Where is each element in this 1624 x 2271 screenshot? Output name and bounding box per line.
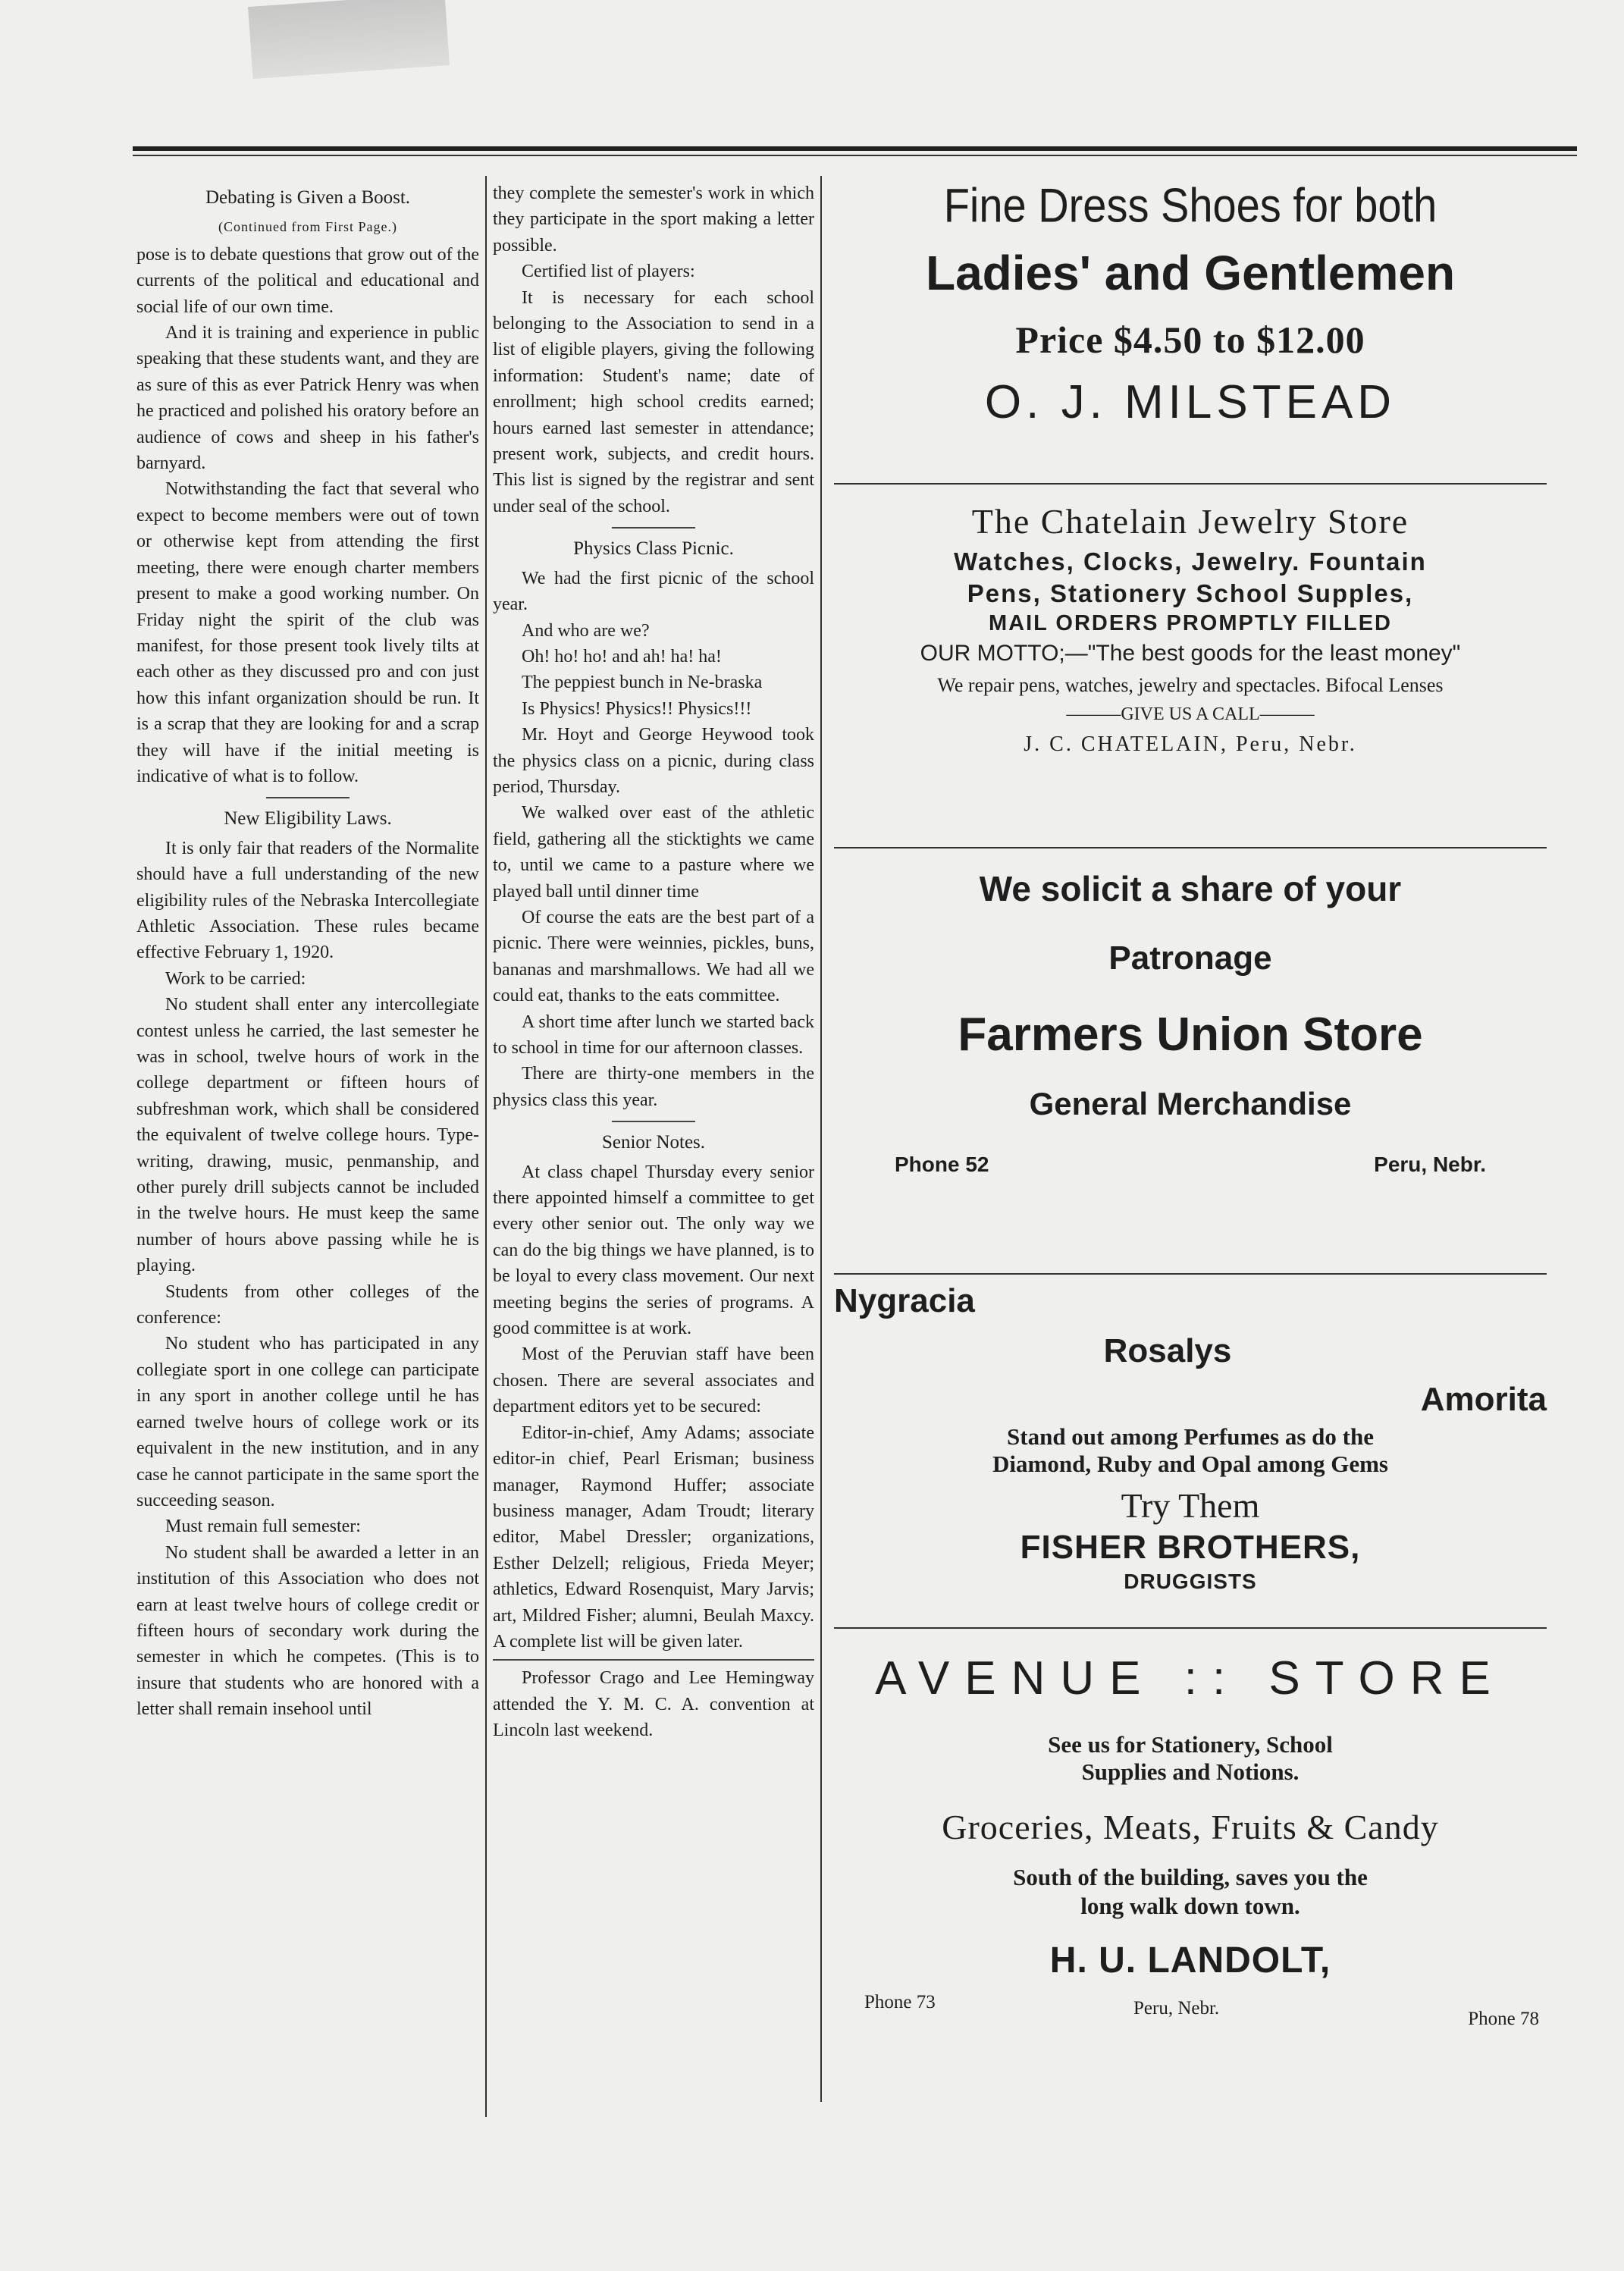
article-title-eligibility: New Eligibility Laws. [224,808,392,830]
ad-line: Amorita [1420,1381,1547,1418]
paragraph: We had the first picnic of the school year. [493,568,814,615]
paragraph: At class chapel Thursday every senior there appointed himself a committee to get every other senior out. The only way we can do the big things we have planned, is to be loyal to every class movement. Our next meeting begins the series of programs. A good committee is at work. [493,1162,814,1339]
ad-line: South of the building, saves you the [1013,1864,1368,1890]
ad-line: Farmers Union Store [958,1008,1423,1061]
article-separator [612,1121,695,1122]
advertisement-column [834,176,1547,2114]
ad-line: We repair pens, watches, jewelry and spectacles. Bifocal Lenses [937,674,1444,696]
ad-line: See us for Stationery, School [1048,1731,1333,1758]
paragraph: Oh! ho! ho! and ah! ha! ha! [522,646,722,667]
ad-line: Groceries, Meats, Fruits & Candy [942,1808,1439,1846]
ad-avenue-store [834,1629,1547,2114]
paragraph: No student who has participated in any collegiate sport in one college can participate in any sport in another college until he has earned twelve hours of college work or its equivalent in the new institution, and in any case he cannot participate in the same sport the succeeding season. [136,1334,479,1510]
paragraph: Work to be carried: [165,968,306,989]
ad-milstead [834,176,1547,483]
paragraph: It is only fair that readers of the Normalite should have a full understanding of the new eligibility rules of the Nebraska Intercollegiate Athletic Association. These rules became effective February 1, 1920. [136,838,479,963]
column-1 [136,180,479,1723]
top-rule [133,146,1577,151]
ad-line: Nygracia [834,1282,975,1319]
paragraph: Certified list of players: [522,262,695,282]
ad-line: Fine Dress Shoes for both [943,178,1437,233]
ad-line: Ladies' and Gentlemen [925,246,1456,300]
ad-fisher-brothers [834,1282,1547,1627]
ad-phone: Phone 73 [864,1992,936,2012]
article-title-physics: Physics Class Picnic. [573,538,734,560]
ad-line: OUR MOTTO;—"The best goods for the least money" [920,641,1461,666]
column-2 [493,180,814,1744]
column-divider-1 [485,176,487,2117]
column-divider-2 [820,176,822,2102]
scan-smudge [248,0,450,79]
ad-farmers-union [834,848,1547,1273]
ad-place: Peru, Nebr. [1133,1998,1220,2018]
ad-line: Supplies and Notions. [1081,1758,1300,1785]
paragraph: And who are we? [522,620,650,641]
ad-line: Try Them [1121,1486,1260,1525]
paragraph: No student shall be awarded a letter in an institution of this Association who does not earn at least twelve hours of college credit or fifteen hours of secondary work during the semester in which he competes. (This is to insure that students who are honored with a letter shall remain insehool until [136,1542,479,1720]
ad-phone: Phone 52 [895,1153,989,1176]
paragraph: A short time after lunch we started back to school in time for our afternoon classes. [493,1012,814,1058]
paragraph: No student shall enter any intercollegiate contest unless he carried, the last semester he was in school, twelve hours of work in the college department or fifteen hours of subfreshman work, which shall be considered the equivalent of twelve college hours. Type-writing, drawing, music, penmanship, and other purely drill subjects cannot be included in the twelve hours. He must keep the same number of hours above passing while he is playing. [136,995,479,1276]
ad-line: ———GIVE US A CALL——— [1066,704,1315,724]
article-separator [493,1659,814,1661]
top-rule-thin [133,155,1577,156]
ad-chatelain [834,485,1547,847]
paragraph: Mr. Hoyt and George Heywood took the physics class on a picnic, during class period, Thursday. [493,725,814,797]
ad-footer [834,1992,1547,2037]
article-separator [266,797,350,798]
paragraph: Most of the Peruvian staff have been chosen. There are several associates and department editors yet to be secured: [493,1344,814,1417]
ad-line: O. J. MILSTEAD [984,376,1397,428]
paragraph: The peppiest bunch in Ne-braska [522,673,763,693]
ad-line: long walk down town. [1080,1893,1300,1919]
ad-line: FISHER BROTHERS, [1020,1529,1361,1566]
ad-line: J. C. CHATELAIN, Peru, Nebr. [1024,732,1357,756]
paragraph: Of course the eats are the best part of a picnic. There were weinnies, pickles, buns, bananas and marshmallows. We had all we could eat, thanks to the eats committee. [493,907,814,1006]
paragraph: Must remain full semester: [165,1517,361,1537]
ad-line: Stand out among Perfumes as do the [1007,1423,1374,1450]
ad-footer [834,1153,1547,1183]
ad-line: General Merchandise [1029,1086,1352,1121]
ad-line: Pens, Stationery School Supples, [967,579,1414,607]
paragraph: And it is training and experience in public speaking that these students want, and they are as sure of this as ever Patrick Henry was when he practiced and polished his oratory before an audience of cows and sheep in his father's barnyard. [136,323,479,474]
paragraph: Students from other colleges of the conference: [136,1281,479,1328]
ad-line: Watches, Clocks, Jewelry. Fountain [954,547,1427,576]
ad-line: MAIL ORDERS PROMPTLY FILLED [988,611,1392,635]
continued-note: (Continued from First Page.) [218,219,397,235]
ad-divider [834,1273,1547,1275]
ad-line: Diamond, Ruby and Opal among Gems [992,1451,1388,1477]
ad-line: The Chatelain Jewelry Store [971,502,1409,541]
ad-line: Price $4.50 to $12.00 [1015,318,1365,361]
ad-line: Rosalys [1103,1332,1232,1369]
article-title-debating: Debating is Given a Boost. [205,187,411,208]
paragraph: We walked over east of the athletic field, gathering all the sticktights we came to, until we came to a pasture where we played ball until dinner time [493,803,814,902]
paragraph: Is Physics! Physics!! Physics!!! [522,698,752,719]
article-title-senior-notes: Senior Notes. [601,1132,706,1153]
paragraph: It is necessary for each school belonging to the Association to send in a list of eligible players, giving the following information: Student's name; date of enrollment; high school credits earned; hours earned last semester in attendance; present work, subjects, and credit hours. This list is signed by the registrar and sent under seal of the school. [493,287,814,516]
paragraph: Professor Crago and Lee Hemingway attended the Y. M. C. A. convention at Lincoln last weekend. [493,1668,814,1741]
paragraph: Editor-in-chief, Amy Adams; associate editor-in chief, Pearl Erisman; business manager, Raymond Huffer; associate business manager, Adam Troudt; literary editor, Mabel Dressler; organizations, Esther Delzell; religious, Frieda Meyer; athletics, Edward Rosenquist, Mary Jarvis; art, Mildred Fisher; alumni, Beulah Maxcy. A complete list will be given later. [493,1423,814,1651]
ad-line: AVENUE :: STORE [875,1652,1506,1705]
ad-line: DRUGGISTS [1124,1570,1257,1593]
ad-line: H. U. LANDOLT, [1049,1940,1331,1981]
article-separator [612,527,695,529]
paragraph: Notwithstanding the fact that several who expect to become members were out of town or otherwise kept from attending the first meeting, there were enough charter members present to make a good working number. On Friday night the spirit of the club was manifest, for those present took lively tilts at each other as they discussed pro and con just how this infant organization should be run. It is a scrap that they are looking for and a scrap they will have if the initial meeting is indicative of what is to follow. [136,479,479,786]
ad-phone: Phone 78 [1468,2009,1539,2029]
ad-place: Peru, Nebr. [1374,1153,1486,1176]
ad-line: Patronage [1108,939,1272,977]
paragraph: they complete the semester's work in which they participate in the sport making a letter possible. [493,183,814,256]
paragraph: pose is to debate questions that grow out of the currents of the political and educational and social life of our own time. [136,244,479,317]
ad-line: We solicit a share of your [979,869,1402,908]
paragraph: There are thirty-one members in the physics class this year. [493,1064,814,1110]
